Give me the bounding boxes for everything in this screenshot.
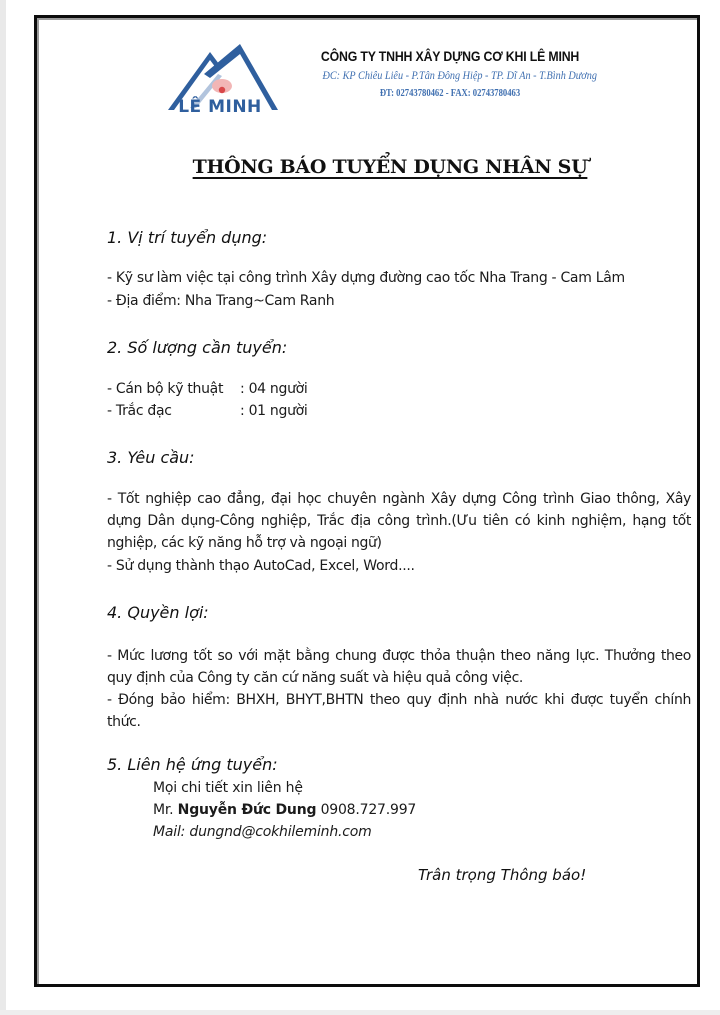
benefits-paragraph: - Mức lương tốt so với mặt bằng chung được thỏa thuận theo năng lực. Thưởng theo quy định của Công ty căn cứ năng suất và hiệu quả công việc.	[107, 648, 691, 686]
page-bottom-edge	[0, 1010, 720, 1015]
quantity-row	[107, 381, 308, 397]
requirements-paragraph: - Sử dụng thành thạo AutoCad, Excel, Word....	[107, 558, 415, 574]
logo-text: LÊ MINH	[178, 97, 262, 117]
contact-email[interactable]: Mail: dungnd@cokhileminh.com	[153, 824, 372, 840]
section-heading-position: 1. Vị trí tuyển dụng:	[107, 228, 268, 247]
section-heading-contact: 5. Liên hệ ứng tuyển:	[107, 755, 278, 774]
document-title: THÔNG BÁO TUYỂN DỤNG NHÂN SỰ	[192, 156, 588, 178]
requirements-paragraph: - Tốt nghiệp cao đẳng, đại học chuyên ngành Xây dựng Công trình Giao thông, Xây dựng Dân dụng-Công nghiệp, Trắc địa công trình.(Ưu tiên có kinh nghiệm, hạng tốt nghiệp, các kỹ năng hỗ trợ và ngoại ngữ)	[107, 491, 691, 551]
company-name: CÔNG TY TNHH XÂY DỰNG CƠ KHI LÊ MINH	[320, 48, 580, 64]
company-logo	[160, 40, 280, 118]
benefits-paragraph: - Đóng bảo hiểm: BHXH, BHYT,BHTN theo quy định nhà nước khi được tuyển chính thức.	[107, 692, 691, 730]
company-info	[300, 48, 600, 99]
quantity-label: - Cán bộ kỹ thuật	[107, 381, 224, 397]
location-line: - Địa điểm: Nha Trang~Cam Ranh	[107, 293, 335, 309]
quantity-value: : 04 người	[240, 381, 308, 397]
section-heading-benefits: 4. Quyền lợi:	[107, 603, 209, 622]
contact-person	[153, 802, 416, 818]
page-left-edge	[0, 0, 6, 1015]
contact-intro: Mọi chi tiết xin liên hệ	[153, 780, 303, 796]
position-line: - Kỹ sư làm việc tại công trình Xây dựng đường cao tốc Nha Trang - Cam Lâm	[107, 270, 625, 286]
quantity-row	[107, 403, 308, 419]
company-address: ĐC: KP Chiêu Liêu - P.Tân Đông Hiệp - TP. Dĩ An - T.Bình Dương	[322, 68, 597, 82]
section-heading-requirements: 3. Yêu cầu:	[107, 448, 195, 467]
closing-signoff: Trân trọng Thông báo!	[418, 866, 587, 884]
contact-phone[interactable]: 0908.727.997	[320, 802, 417, 818]
section-heading-quantity: 2. Số lượng cần tuyển:	[107, 338, 288, 357]
contact-prefix: Mr.	[153, 802, 174, 818]
company-phone-fax: ĐT: 02743780462 - FAX: 02743780463	[379, 88, 521, 99]
quantity-label: - Trắc đạc	[107, 403, 172, 419]
contact-name: Nguyễn Đức Dung	[177, 802, 317, 818]
quantity-value: : 01 người	[240, 403, 308, 419]
